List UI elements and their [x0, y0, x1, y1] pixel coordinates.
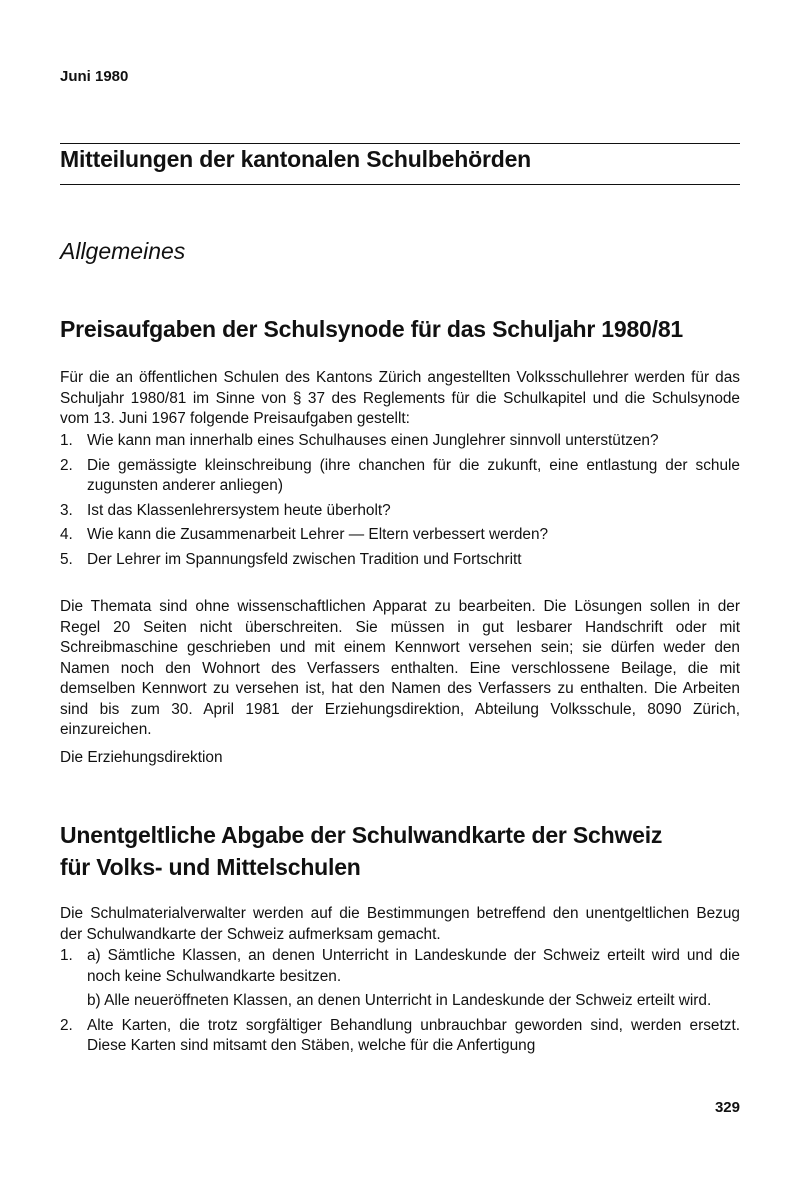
wall-map-list [60, 946, 740, 1057]
category-heading: Allgemeines [60, 238, 186, 264]
list-item [60, 456, 740, 497]
document-page [60, 0, 740, 1188]
list-item-text: Die gemässigte kleinschreibung (ihre chanchen für die zukunft, eine entlastung der schule zugunsten anderer anliegen) [87, 456, 740, 494]
list-item [60, 525, 740, 546]
article-title-wall-map [60, 819, 662, 883]
signature: Die Erziehungsdirektion [60, 749, 223, 766]
list-item [60, 1016, 740, 1057]
article-intro-wall-map: Die Schulmaterialverwalter werden auf die Bestimmungen betreffend den unentgeltlichen Bezug der Schulwandkarte der Schweiz aufmerksam gemacht. [60, 905, 740, 943]
section-title: Mitteilungen der kantonalen Schulbehörden [60, 146, 532, 172]
list-item-number: 2. [60, 456, 73, 474]
article-title-prize-tasks: Preisaufgaben der Schulsynode für das Schuljahr 1980/81 [60, 316, 684, 342]
list-item-number: 5. [60, 550, 73, 568]
list-item-text: Der Lehrer im Spannungsfeld zwischen Tradition und Fortschritt [87, 550, 522, 568]
page-number: 329 [714, 1099, 740, 1116]
list-item [60, 946, 740, 1012]
list-item-number: 1. [60, 947, 73, 964]
list-item-text: Wie kann die Zusammenarbeit Lehrer — Eltern verbessert werden? [87, 526, 549, 543]
issue-date: Juni 1980 [60, 68, 129, 85]
top-rule [60, 143, 740, 144]
article-title-line: Unentgeltliche Abgabe der Schulwandkarte der Schweiz [60, 822, 663, 848]
list-item-number: 2. [60, 1016, 73, 1034]
list-item [60, 431, 740, 452]
list-item-number: 1. [60, 432, 73, 449]
article-body-prize-tasks: Die Themata sind ohne wissenschaftlichen Apparat zu bearbeiten. Die Lösungen sollen in der Regel 20 Seiten nicht überschreiten. Sie müssen in gut lesbarer Handschrift oder mit Schreibmaschine geschrieben und mit einem Kennwort versehen sein; sie dürfen weder den Namen noch den Wohnort des Verfassers enthalten. Eine verschlossene Beilage, die mit demselben Kennwort zu versehen ist, hat den Namen des Verfassers zu enthalten. Die Arbeiten sind bis zum 30. April 1981 der Erziehungsdirektion, Abteilung Volksschule, 8090 Zürich, einzureichen. [60, 598, 740, 738]
list-item-number: 3. [60, 501, 73, 519]
list-item-text: Wie kann man innerhalb eines Schulhauses einen Junglehrer sinnvoll unterstützen? [87, 432, 659, 449]
list-item-text: Ist das Klassenlehrersystem heute überholt? [87, 501, 391, 519]
list-item [60, 501, 740, 522]
prize-task-list [60, 431, 740, 570]
list-subitem-a: a) Sämtliche Klassen, an denen Unterricht in Landeskunde der Schweiz erteilt wird und die noch keine Schulwandkarte besitzen. [87, 947, 740, 985]
list-item [60, 550, 740, 571]
article-intro-prize-tasks: Für die an öffentlichen Schulen des Kantons Zürich angestellten Volksschullehrer werden für das Schuljahr 1980/81 im Sinne von § 37 des Reglements für die Schulkapitel und die Schulsynode vom 13. Juni 1967 folgende Preisaufgaben gestellt: [60, 369, 740, 427]
list-item-text: Alte Karten, die trotz sorgfältiger Behandlung unbrauchbar geworden sind, werden ersetzt. Diese Karten sind mitsamt den Stäben, welche für die Anfertigung [87, 1016, 740, 1054]
bottom-rule [60, 184, 740, 185]
article-title-line: für Volks- und Mittelschulen [60, 854, 361, 880]
list-item-number: 4. [60, 526, 73, 543]
list-subitem-b: b) Alle neueröffneten Klassen, an denen Unterricht in Landeskunde der Schweiz erteilt wird. [87, 992, 712, 1009]
